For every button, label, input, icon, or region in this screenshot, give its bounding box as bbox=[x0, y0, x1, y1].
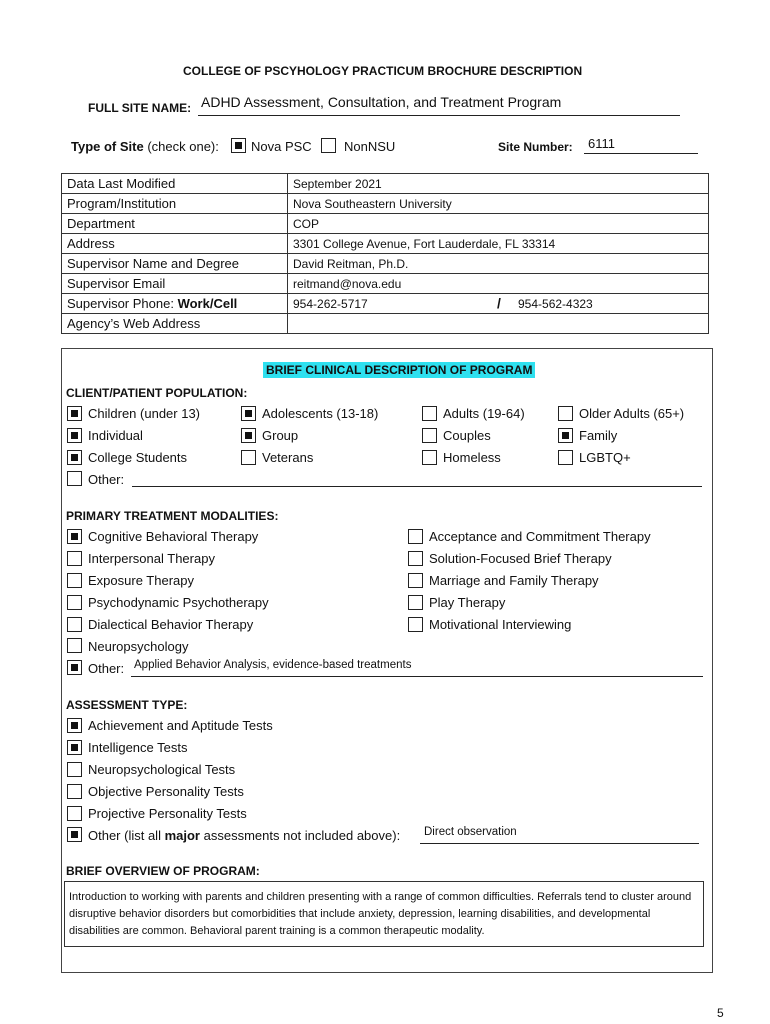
info-value[interactable]: reitmand@nova.edu bbox=[288, 274, 709, 294]
children-checkbox[interactable] bbox=[67, 406, 82, 421]
older-adults-checkbox[interactable] bbox=[558, 406, 573, 421]
phone-label-prefix: Supervisor Phone: bbox=[67, 296, 174, 311]
info-value[interactable]: 3301 College Avenue, Fort Lauderdale, FL 33314 bbox=[288, 234, 709, 254]
nova-psc-checkbox[interactable] bbox=[231, 138, 246, 153]
veterans-label: Veterans bbox=[262, 450, 314, 465]
site-info-table bbox=[61, 173, 709, 334]
assessment-other-suffix: assessments not included above): bbox=[203, 828, 401, 843]
neuropsychology-label: Neuropsychology bbox=[88, 639, 189, 654]
modalities-other-underline bbox=[131, 676, 703, 677]
adults-checkbox[interactable] bbox=[422, 406, 437, 421]
family-label: Family bbox=[579, 428, 618, 443]
supervisor-phone-label bbox=[62, 294, 288, 314]
intelligence-checkbox[interactable] bbox=[67, 740, 82, 755]
nova-psc-label: Nova PSC bbox=[251, 139, 312, 154]
neuropsychology-checkbox[interactable] bbox=[67, 638, 82, 653]
assessment-other-label bbox=[88, 828, 400, 843]
children-label: Children (under 13) bbox=[88, 406, 201, 421]
assessment-heading: ASSESSMENT TYPE: bbox=[66, 698, 188, 712]
couples-checkbox[interactable] bbox=[422, 428, 437, 443]
family-checkbox[interactable] bbox=[558, 428, 573, 443]
info-label: Address bbox=[62, 234, 288, 254]
info-value[interactable] bbox=[288, 314, 709, 334]
intelligence-label: Intelligence Tests bbox=[88, 740, 188, 755]
population-heading: CLIENT/PATIENT POPULATION: bbox=[66, 386, 248, 400]
site-number-underline bbox=[584, 153, 698, 154]
phone-cell[interactable]: 954-562-4323 bbox=[518, 297, 593, 311]
adults-label: Adults (19-64) bbox=[443, 406, 525, 421]
info-value[interactable]: COP bbox=[288, 214, 709, 234]
group-checkbox[interactable] bbox=[241, 428, 256, 443]
adolescents-checkbox[interactable] bbox=[241, 406, 256, 421]
individual-label: Individual bbox=[88, 428, 143, 443]
table-row bbox=[62, 234, 709, 254]
modalities-other-label: Other: bbox=[88, 661, 125, 676]
assessment-other-underline bbox=[420, 843, 699, 844]
full-site-name-label: FULL SITE NAME: bbox=[88, 101, 192, 115]
objective-personality-label: Objective Personality Tests bbox=[88, 784, 244, 799]
act-checkbox[interactable] bbox=[408, 529, 423, 544]
site-number-value[interactable]: 6111 bbox=[588, 136, 615, 151]
site-type-hint: (check one): bbox=[147, 139, 219, 154]
achievement-checkbox[interactable] bbox=[67, 718, 82, 733]
population-other-label: Other: bbox=[88, 472, 125, 487]
table-row bbox=[62, 194, 709, 214]
table-row bbox=[62, 214, 709, 234]
neuropsych-tests-checkbox[interactable] bbox=[67, 762, 82, 777]
table-row bbox=[62, 314, 709, 334]
achievement-label: Achievement and Aptitude Tests bbox=[88, 718, 273, 733]
sfbt-label: Solution-Focused Brief Therapy bbox=[429, 551, 612, 566]
table-row bbox=[62, 174, 709, 194]
group-label: Group bbox=[262, 428, 299, 443]
interpersonal-label: Interpersonal Therapy bbox=[88, 551, 215, 566]
play-therapy-checkbox[interactable] bbox=[408, 595, 423, 610]
nonnsu-label: NonNSU bbox=[344, 139, 396, 154]
cbt-label: Cognitive Behavioral Therapy bbox=[88, 529, 259, 544]
cbt-checkbox[interactable] bbox=[67, 529, 82, 544]
assessment-other-checkbox[interactable] bbox=[67, 827, 82, 842]
site-number-label: Site Number: bbox=[498, 140, 573, 154]
overview-heading: BRIEF OVERVIEW OF PROGRAM: bbox=[66, 864, 260, 878]
college-students-label: College Students bbox=[88, 450, 188, 465]
info-value[interactable]: David Reitman, Ph.D. bbox=[288, 254, 709, 274]
page-number: 5 bbox=[717, 1006, 724, 1020]
phone-label-bold: Work/Cell bbox=[177, 296, 238, 311]
play-therapy-label: Play Therapy bbox=[429, 595, 506, 610]
older-adults-label: Older Adults (65+) bbox=[579, 406, 685, 421]
phone-separator: / bbox=[497, 295, 501, 311]
mft-label: Marriage and Family Therapy bbox=[429, 573, 599, 588]
veterans-checkbox[interactable] bbox=[241, 450, 256, 465]
mi-label: Motivational Interviewing bbox=[429, 617, 572, 632]
clinical-description-heading: BRIEF CLINICAL DESCRIPTION OF PROGRAM bbox=[263, 362, 535, 378]
info-value[interactable]: September 2021 bbox=[288, 174, 709, 194]
interpersonal-checkbox[interactable] bbox=[67, 551, 82, 566]
homeless-checkbox[interactable] bbox=[422, 450, 437, 465]
objective-personality-checkbox[interactable] bbox=[67, 784, 82, 799]
nonnsu-checkbox[interactable] bbox=[321, 138, 336, 153]
table-row bbox=[62, 274, 709, 294]
table-row bbox=[62, 294, 709, 314]
overview-text: Introduction to working with parents and children presenting with a range of common difficulties. Referrals tend to cluster around disruptive behavior disorders but comorbidities that include anxiety, depression, learning disabilities, and developmental disabilities are common. Behavioral parent training is a common therapeutic modality. bbox=[69, 891, 692, 937]
modalities-heading: PRIMARY TREATMENT MODALITIES: bbox=[66, 509, 279, 523]
info-label: Data Last Modified bbox=[62, 174, 288, 194]
modalities-other-checkbox[interactable] bbox=[67, 660, 82, 675]
table-row bbox=[62, 254, 709, 274]
assessment-other-prefix: Other (list all bbox=[88, 828, 161, 843]
phone-work[interactable]: 954-262-5717 bbox=[293, 296, 368, 311]
info-label: Supervisor Email bbox=[62, 274, 288, 294]
dbt-label: Dialectical Behavior Therapy bbox=[88, 617, 254, 632]
site-type-label: Type of Site bbox=[71, 139, 144, 154]
dbt-checkbox[interactable] bbox=[67, 617, 82, 632]
page-title: COLLEGE OF PSCYHOLOGY PRACTICUM BROCHURE DESCRIPTION bbox=[183, 64, 583, 78]
mft-checkbox[interactable] bbox=[408, 573, 423, 588]
act-label: Acceptance and Commitment Therapy bbox=[429, 529, 651, 544]
info-value[interactable]: Nova Southeastern University bbox=[288, 194, 709, 214]
info-label: Supervisor Name and Degree bbox=[62, 254, 288, 274]
projective-personality-label: Projective Personality Tests bbox=[88, 806, 247, 821]
sfbt-checkbox[interactable] bbox=[408, 551, 423, 566]
population-other-field[interactable] bbox=[132, 486, 702, 487]
population-other-checkbox[interactable] bbox=[67, 471, 82, 486]
neuropsych-tests-label: Neuropsychological Tests bbox=[88, 762, 236, 777]
couples-label: Couples bbox=[443, 428, 491, 443]
info-label: Program/Institution bbox=[62, 194, 288, 214]
psychodynamic-label: Psychodynamic Psychotherapy bbox=[88, 595, 269, 610]
full-site-name-value[interactable]: ADHD Assessment, Consultation, and Treatment Program bbox=[201, 94, 562, 110]
mi-checkbox[interactable] bbox=[408, 617, 423, 632]
individual-checkbox[interactable] bbox=[67, 428, 82, 443]
exposure-label: Exposure Therapy bbox=[88, 573, 194, 588]
site-type-row bbox=[71, 139, 219, 154]
lgbtq-label: LGBTQ+ bbox=[579, 450, 631, 465]
homeless-label: Homeless bbox=[443, 450, 501, 465]
projective-personality-checkbox[interactable] bbox=[67, 806, 82, 821]
adolescents-label: Adolescents (13-18) bbox=[262, 406, 379, 421]
assessment-other-value[interactable]: Direct observation bbox=[424, 826, 517, 838]
psychodynamic-checkbox[interactable] bbox=[67, 595, 82, 610]
college-students-checkbox[interactable] bbox=[67, 450, 82, 465]
info-label: Agency’s Web Address bbox=[62, 314, 288, 334]
exposure-checkbox[interactable] bbox=[67, 573, 82, 588]
supervisor-phone-value bbox=[288, 294, 709, 314]
assessment-other-bold: major bbox=[164, 828, 200, 843]
info-label: Department bbox=[62, 214, 288, 234]
full-site-name-underline bbox=[198, 115, 680, 116]
lgbtq-checkbox[interactable] bbox=[558, 450, 573, 465]
modalities-other-value[interactable]: Applied Behavior Analysis, evidence-based treatments bbox=[134, 659, 412, 671]
